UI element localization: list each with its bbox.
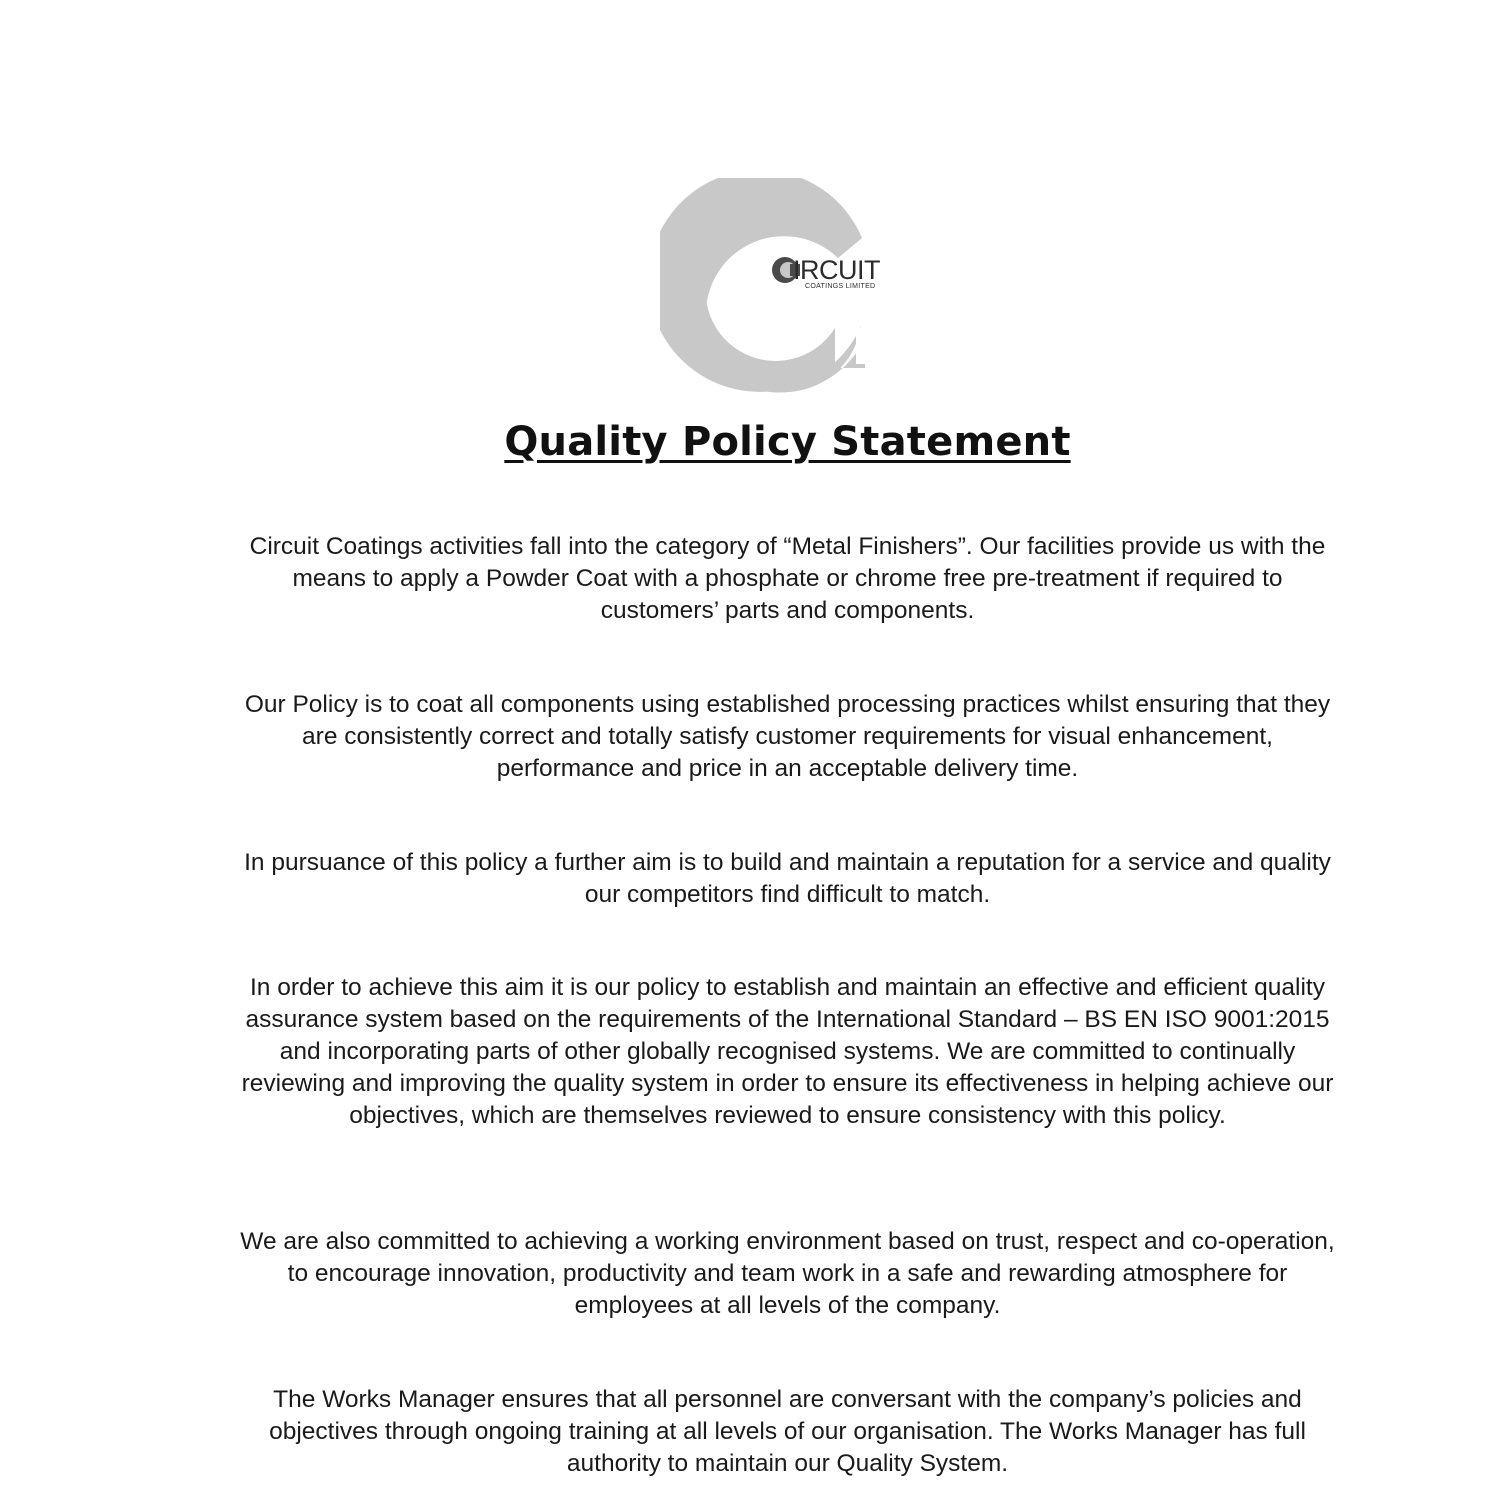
policy-paragraph-6: The Works Manager ensures that all personnel are conversant with the company’s policies and objectives through ongoing training at all levels of our organisation. The Works Manager has full authority to maintain our Quality System. xyxy=(269,1386,1306,1477)
logo-brand-subtitle: COATINGS LIMITED xyxy=(805,283,876,290)
circuit-coatings-logo xyxy=(660,178,910,410)
policy-paragraph-5: We are also committed to achieving a working environment based on trust, respect and co-operation, to encourage innovation, productivity and team work in a safe and rewarding atmosphere for employees at all levels of the company. xyxy=(240,1228,1335,1319)
page-title: Quality Policy Statement xyxy=(504,419,1071,465)
policy-paragraph-1: Circuit Coatings activities fall into the category of “Metal Finishers”. Our facilities provide us with the means to apply a Powder Coat with a phosphate or chrome free pre-treatment if required to customers’ parts and components. xyxy=(249,533,1326,624)
policy-paragraph-4: In order to achieve this aim it is our policy to establish and maintain an effective and efficient quality assurance system based on the requirements of the International Standard – BS EN ISO 9001:2015 and incorporating parts of other globally recognised systems. We are committed to continually reviewing and improving the quality system in order to ensure its effectiveness in helping achieve our objectives, which are themselves reviewed to ensure consistency with this policy. xyxy=(241,974,1334,1129)
policy-paragraph-3: In pursuance of this policy a further aim is to build and maintain a reputation for a service and quality our competitors find difficult to match. xyxy=(244,849,1331,908)
policy-paragraph-2: Our Policy is to coat all components using established processing practices whilst ensuring that they are consistently correct and totally satisfy customer requirements for visual enhancement, performance and price in an acceptable delivery time. xyxy=(244,691,1331,782)
logo-brand-name: IRCUIT xyxy=(793,255,880,285)
